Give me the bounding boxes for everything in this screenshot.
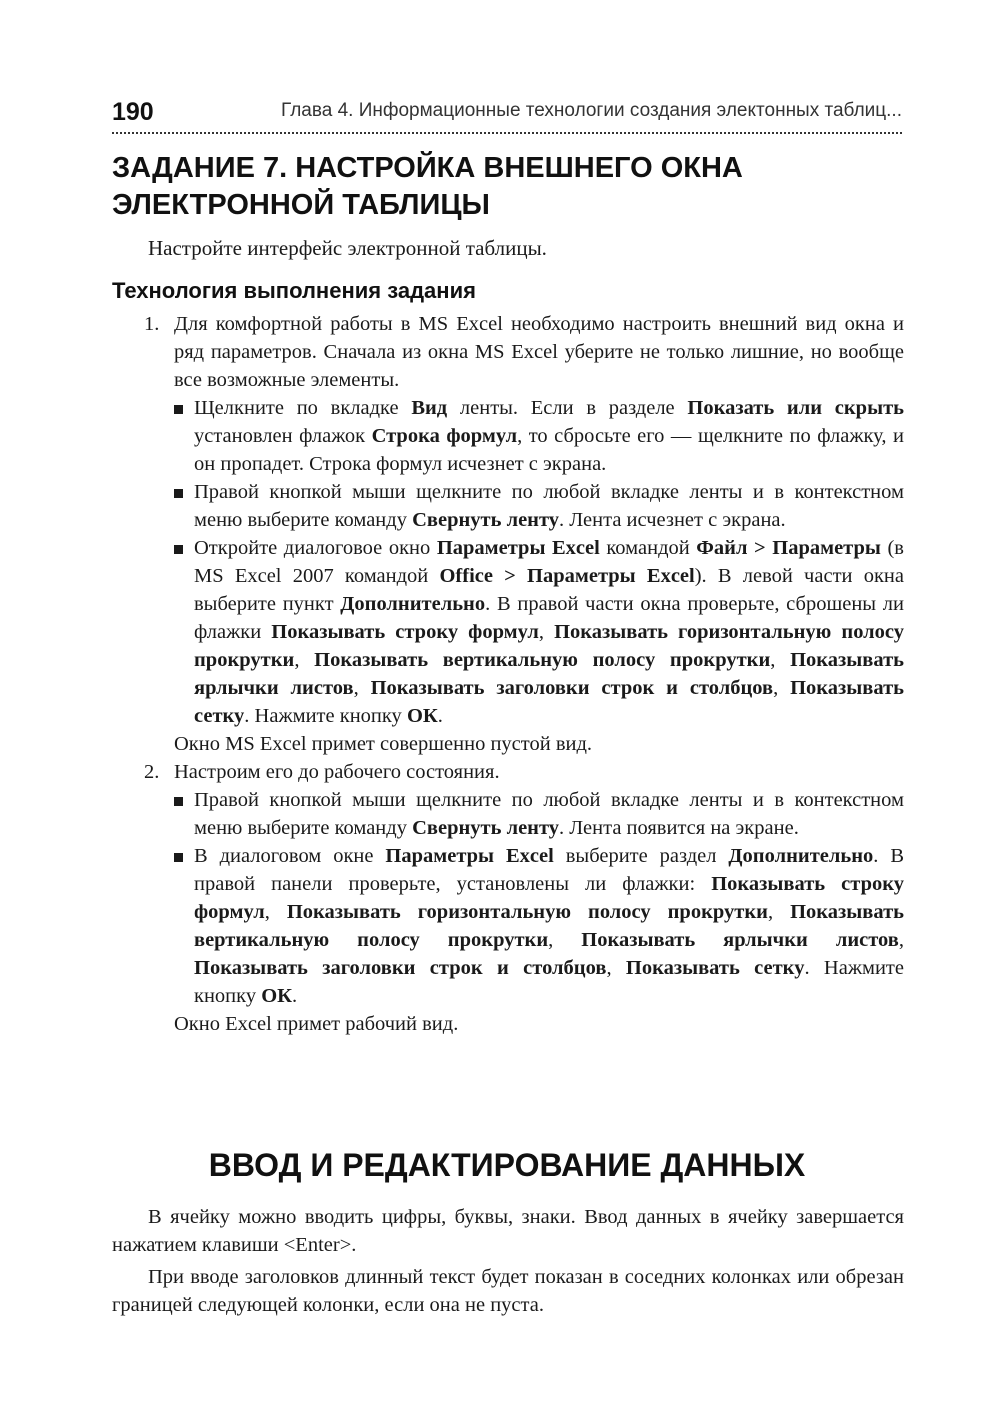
running-title: Глава 4. Информационные технологии создания электонных таблиц... — [280, 100, 902, 121]
step-result: Окно Excel примет рабочий вид. — [174, 1013, 459, 1035]
text-run: , — [294, 649, 315, 671]
bold-term: Показывать горизонтальную полосу прокрутки — [286, 901, 768, 923]
bullet-list — [174, 786, 904, 1010]
text-run: , — [770, 649, 791, 671]
text-run: , то сбросьте его — щелкните по флажку, и он пропадет. Строка формул исчезнет с экрана. — [194, 425, 904, 475]
text-run: командой — [599, 537, 697, 559]
bold-term: Параметры Excel — [385, 845, 554, 867]
text-run: . В правой части окна проверьте, сброшены ли флажки — [194, 593, 904, 643]
bold-term: Показывать сетку — [194, 677, 905, 727]
step-text: Для комфортной работы в MS Excel необходимо настроить внешний вид окна и ряд параметров. Сначала из окна MS Excel уберите не только лишние, но вообще все возможные элементы. — [174, 313, 904, 391]
text-run: . — [437, 705, 443, 727]
technology-heading: Технология выполнения задания — [112, 278, 476, 303]
bold-term: Показать или скрыть — [687, 397, 905, 419]
text-run: . Лента появится на экране. — [559, 817, 799, 839]
bold-term: Дополнительно — [340, 593, 486, 615]
step-number: 1. — [144, 313, 160, 335]
bold-term: Свернуть ленту — [412, 817, 560, 839]
bullet-item — [174, 842, 904, 1010]
step-text: Настроим его до рабочего состояния. — [174, 761, 500, 783]
bold-term: Office > Параметры Excel — [439, 565, 695, 587]
bold-term: Показывать заголовки строк и столбцов — [194, 957, 607, 979]
section-body — [112, 1203, 904, 1323]
text-run: , — [606, 957, 626, 979]
bullet-item — [174, 478, 904, 534]
bold-term: Показывать вертикальную полосу прокрутки — [194, 901, 905, 951]
text-run: , — [767, 901, 791, 923]
text-run: установлен флажок — [194, 425, 372, 447]
step-number: 2. — [144, 761, 160, 783]
bold-term: Показывать горизонтальную полосу прокрутки — [194, 621, 905, 671]
text-run: выберите раздел — [553, 845, 729, 867]
text-run: . — [292, 985, 298, 1007]
bold-term: Показывать заголовки строк и столбцов — [370, 677, 774, 699]
bold-term: ОК — [406, 705, 438, 727]
bullet-item — [174, 786, 904, 842]
bold-term: Строка формул — [371, 425, 518, 447]
bold-term: Показывать ярлычки листов — [581, 929, 899, 951]
bold-term: Вид — [411, 397, 448, 419]
paragraph: В ячейку можно вводить цифры, буквы, знаки. Ввод данных в ячейку завершается нажатием клавиши <Enter>. — [112, 1206, 904, 1256]
bold-term: Дополнительно — [728, 845, 874, 867]
steps-list — [112, 310, 904, 1038]
bold-term: Свернуть ленту — [412, 509, 560, 531]
bullet-item — [174, 534, 904, 730]
text-run: , — [538, 621, 555, 643]
page-number: 190 — [112, 98, 154, 126]
text-run: . Лента исчезнет с экрана. — [559, 509, 786, 531]
bold-term: ОК — [261, 985, 293, 1007]
bullet-item — [174, 394, 904, 478]
running-header — [112, 94, 902, 134]
text-run: ). В левой части окна выберите пункт — [194, 565, 904, 615]
text-run: ленты. Если в разделе — [447, 397, 688, 419]
step-2 — [112, 758, 904, 1038]
step-result: Окно MS Excel примет совершенно пустой вид. — [174, 733, 593, 755]
bold-term: Файл > Параметры — [696, 537, 881, 559]
task-title: ЗАДАНИЕ 7. НАСТРОЙКА ВНЕШНЕГО ОКНА ЭЛЕКТРОННОЙ ТАБЛИЦЫ — [112, 152, 743, 221]
text-run: , — [898, 929, 904, 951]
bold-term: Параметры Excel — [436, 537, 600, 559]
text-run: . Нажмите кнопку — [194, 957, 904, 1007]
bold-term: Показывать вертикальную полосу прокрутки — [314, 649, 771, 671]
bold-term: Показывать ярлычки листов — [194, 649, 904, 699]
text-run: Щелкните по вкладке — [194, 397, 412, 419]
task-intro: Настройте интерфейс электронной таблицы. — [148, 236, 547, 260]
text-run: . В правой панели проверьте, установлены ли флажки: — [194, 845, 904, 895]
text-run: (в MS Excel 2007 командой — [194, 537, 904, 587]
text-run: В диалоговом окне — [194, 845, 386, 867]
text-run: Правой кнопкой мыши щелкните по любой вкладке ленты и в контекстном меню выберите команду — [194, 481, 904, 531]
bullet-list — [174, 394, 904, 730]
text-run: , — [773, 677, 791, 699]
text-run: , — [353, 677, 371, 699]
bold-term: Показывать строку формул — [194, 873, 904, 923]
text-run: Откройте диалоговое окно — [194, 537, 437, 559]
paragraph: При вводе заголовков длинный текст будет показан в соседних колонках или обрезан границей следующей колонки, если она не пуста. — [112, 1266, 904, 1316]
step-1 — [112, 310, 904, 758]
bold-term: Показывать сетку — [625, 957, 805, 979]
bold-term: Показывать строку формул — [271, 621, 539, 643]
text-run: , — [548, 929, 582, 951]
section-title: ВВОД И РЕДАКТИРОВАНИЕ ДАННЫХ — [208, 1147, 806, 1183]
text-run: . Нажмите кнопку — [244, 705, 407, 727]
text-run: Правой кнопкой мыши щелкните по любой вкладке ленты и в контекстном меню выберите команду — [194, 789, 904, 839]
text-run: , — [264, 901, 287, 923]
